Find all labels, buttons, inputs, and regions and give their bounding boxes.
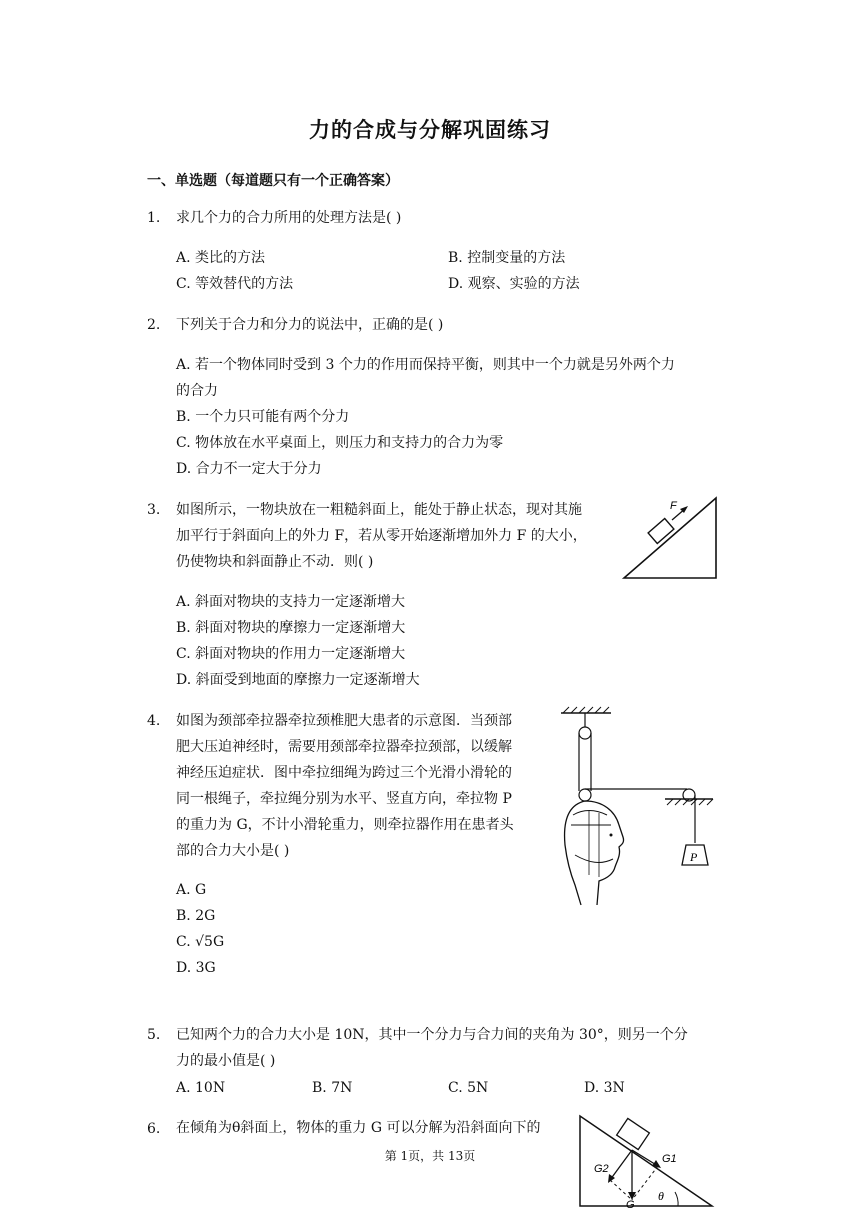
question-number: 5.: [147, 1027, 161, 1043]
weight-label: P: [690, 850, 698, 864]
question-number: 1.: [147, 210, 161, 226]
option-b: B. 2G: [176, 908, 216, 924]
page-footer: 第 1页，共 13页: [384, 1149, 476, 1163]
question-number: 2.: [147, 317, 161, 333]
question-text-line: 部的合力大小是( ): [176, 843, 290, 859]
label-g1: G1: [662, 1153, 677, 1165]
option-d: D. 观察、实验的方法: [448, 276, 580, 292]
option-d: D. 斜面受到地面的摩擦力一定逐渐增大: [176, 672, 420, 688]
question-text-line: 加平行于斜面向上的外力 F，若从零开始逐渐增加外力 F 的大小，: [176, 528, 587, 544]
option-d: D. 合力不一定大于分力: [176, 461, 322, 477]
question-number: 3.: [147, 502, 161, 518]
option-a-cont: 的合力: [176, 383, 218, 399]
force-label: F: [670, 500, 677, 512]
question-text-line: 在倾角为θ斜面上，物体的重力 G 可以分解为沿斜面向下的: [176, 1120, 541, 1136]
question-text-line: 神经压迫症状．图中牵拉细绳为跨过三个光滑小滑轮的: [176, 765, 512, 781]
option-c: C. 物体放在水平桌面上，则压力和支持力的合力为零: [176, 435, 504, 451]
option-b: B. 7N: [312, 1080, 353, 1096]
patient-head: [565, 801, 624, 905]
traction-figure: [555, 705, 725, 910]
question-text-line: 的重力为 G，不计小滑轮重力，则牵拉器作用在患者头: [176, 817, 514, 833]
question-text-line: 仍使物块和斜面静止不动．则( ): [176, 554, 374, 570]
option-b: B. 斜面对物块的摩擦力一定逐渐增大: [176, 620, 406, 636]
question-text: 求几个力的合力所用的处理方法是( ): [176, 210, 402, 226]
question-text: 下列关于合力和分力的说法中，正确的是( ): [176, 317, 444, 333]
option-a: A. 10N: [176, 1080, 226, 1096]
block: [648, 519, 674, 544]
question-text-line: 如图为颈部牵拉器牵拉颈椎肥大患者的示意图．当颈部: [176, 713, 512, 729]
label-theta: θ: [658, 1189, 664, 1203]
option-d: D. 3G: [176, 960, 216, 976]
option-c: C. 5N: [448, 1080, 489, 1096]
top-pulley: [579, 727, 591, 739]
option-c: C. √5G: [176, 934, 225, 950]
option-a: A. G: [176, 882, 207, 898]
question-text-line: 同一根绳子，牵拉绳分别为水平、竖直方向，牵拉物 P: [176, 791, 512, 807]
option-a: A. 类比的方法: [176, 250, 266, 266]
section-heading: 一、单选题（每道题只有一个正确答案）: [147, 173, 399, 189]
option-c: C. 斜面对物块的作用力一定逐渐增大: [176, 646, 406, 662]
question-text-line: 力的最小值是( ): [176, 1053, 276, 1069]
label-g: G: [626, 1199, 635, 1211]
option-a: A. 斜面对物块的支持力一定逐渐增大: [176, 594, 406, 610]
incline-figure: [620, 494, 720, 582]
question-number: 6.: [147, 1121, 161, 1137]
question-number: 4.: [147, 713, 161, 729]
option-a: A. 若一个物体同时受到 3 个力的作用而保持平衡，则其中一个力就是另外两个力: [176, 357, 675, 373]
label-g2: G2: [594, 1163, 609, 1175]
option-b: B. 一个力只可能有两个分力: [176, 409, 350, 425]
page-title: 力的合成与分解巩固练习: [309, 118, 551, 142]
option-c: C. 等效替代的方法: [176, 276, 294, 292]
question-text-line: 肥大压迫神经时，需要用颈部牵拉器牵拉颈部，以缓解: [176, 739, 512, 755]
question-text-line: 如图所示，一物块放在一粗糙斜面上，能处于静止状态，现对其施: [176, 502, 582, 518]
head-pulley: [579, 789, 591, 801]
option-b: B. 控制变量的方法: [448, 250, 566, 266]
question-text-line: 已知两个力的合力大小是 10N，其中一个分力与合力间的夹角为 30°，则另一个分: [176, 1027, 688, 1043]
option-d: D. 3N: [584, 1080, 625, 1096]
